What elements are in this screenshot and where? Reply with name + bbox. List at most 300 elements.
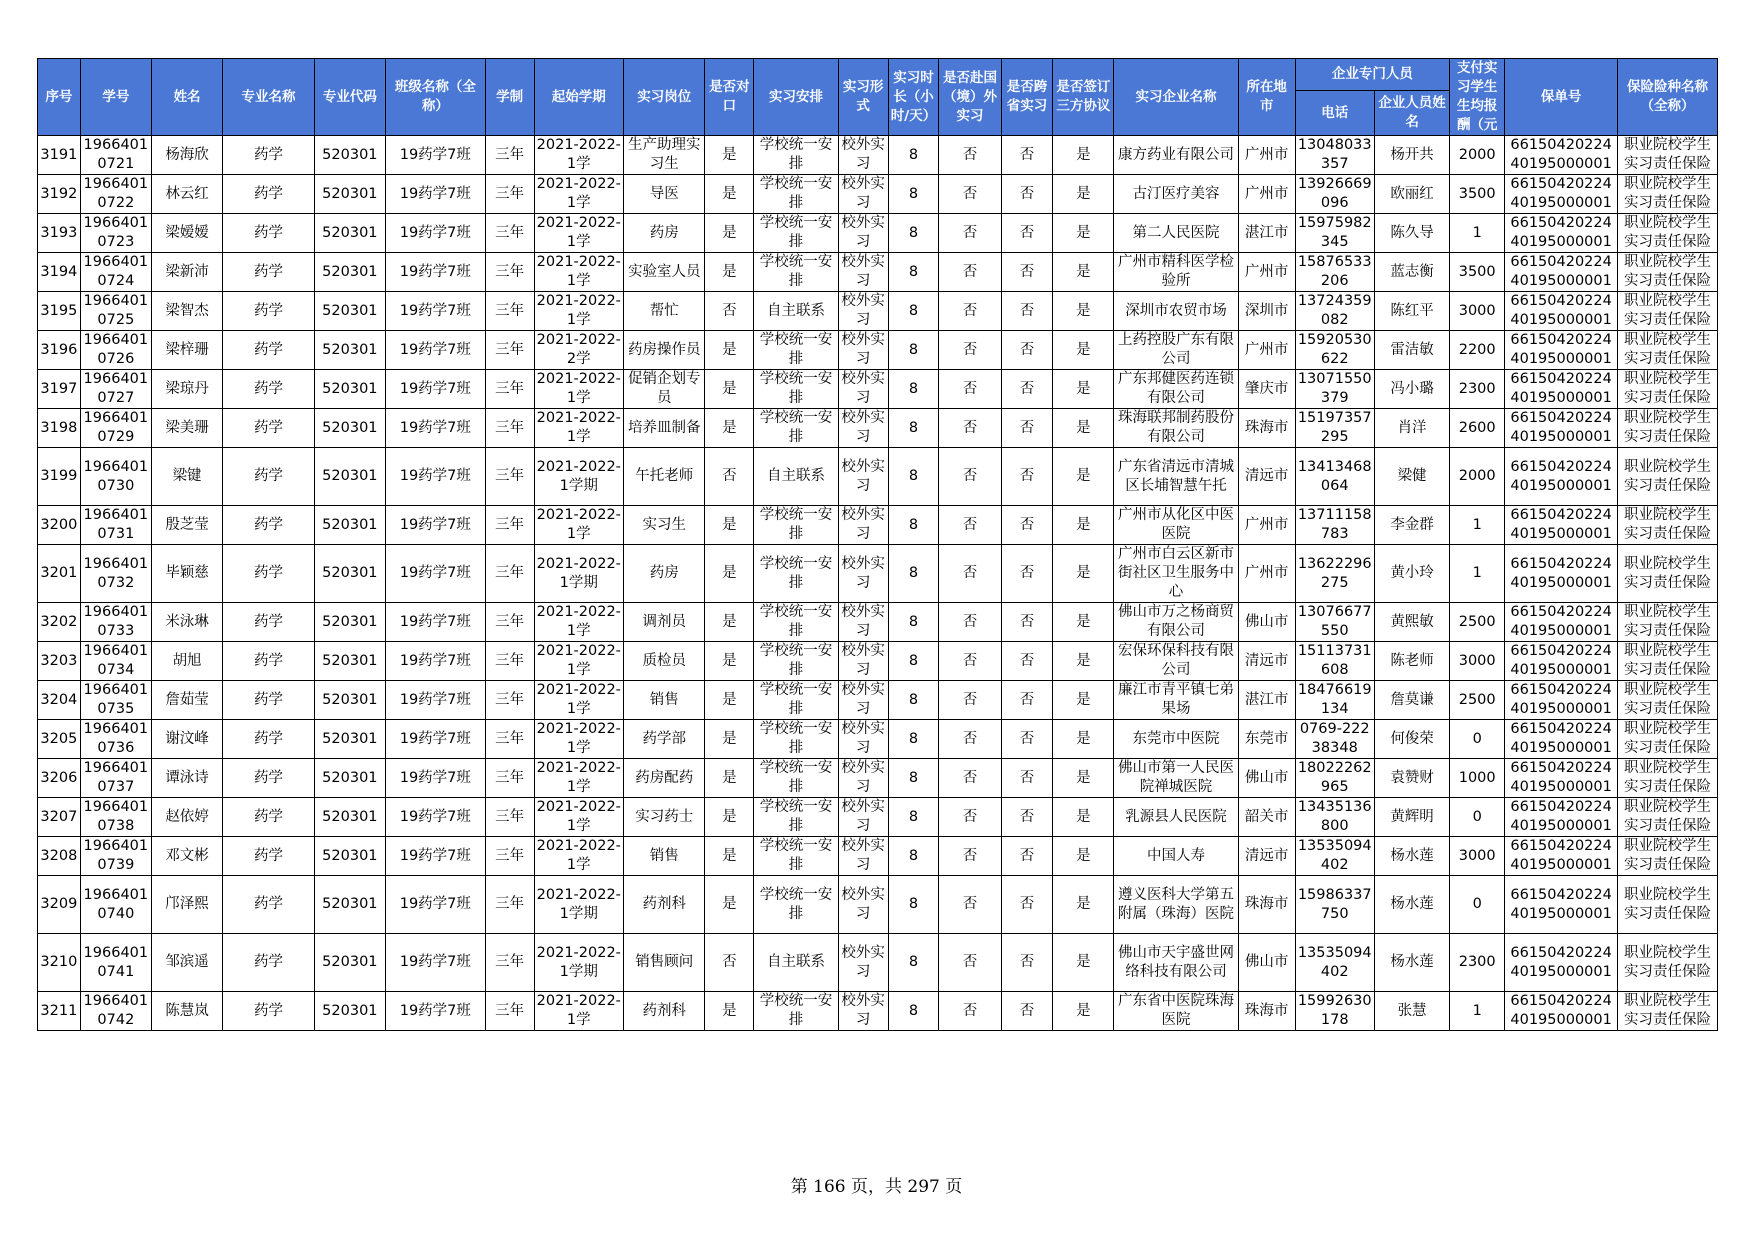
cell-phone: 15113731608 [1295, 642, 1374, 681]
cell-cross-province: 否 [1001, 409, 1053, 448]
cell-major: 药学 [223, 837, 315, 876]
cell-abroad: 否 [939, 370, 1001, 409]
table-row [38, 603, 1718, 642]
cell-phone: 15975982345 [1295, 214, 1374, 253]
cell-pay: 2000 [1450, 448, 1505, 506]
table-row [38, 506, 1718, 545]
cell-matched: 是 [705, 759, 754, 798]
cell-term: 2021-2022-1学 [534, 506, 624, 545]
cell-student-id: 19664010734 [80, 642, 151, 681]
cell-policy: 6615042022440195000001 [1505, 837, 1618, 876]
cell-company: 古汀医疗美容 [1114, 175, 1238, 214]
cell-phone: 15197357295 [1295, 409, 1374, 448]
cell-arrangement: 自主联系 [754, 934, 838, 992]
cell-class-name: 19药学7班 [385, 603, 485, 642]
cell-phone: 13535094402 [1295, 837, 1374, 876]
cell-city: 清远市 [1238, 448, 1295, 506]
cell-insurance: 职业院校学生实习责任保险 [1618, 603, 1718, 642]
cell-policy: 6615042022440195000001 [1505, 720, 1618, 759]
cell-abroad: 否 [939, 545, 1001, 603]
cell-class-name: 19药学7班 [385, 506, 485, 545]
cell-class-name: 19药学7班 [385, 798, 485, 837]
header-contact-name: 企业人员姓名 [1374, 91, 1449, 136]
cell-abroad: 否 [939, 506, 1001, 545]
cell-major: 药学 [223, 331, 315, 370]
cell-form: 校外实习 [838, 837, 888, 876]
cell-phone: 18476619134 [1295, 681, 1374, 720]
cell-pay: 3000 [1450, 837, 1505, 876]
cell-form: 校外实习 [838, 642, 888, 681]
cell-student-id: 19664010723 [80, 214, 151, 253]
cell-abroad: 否 [939, 759, 1001, 798]
cell-student-id: 19664010727 [80, 370, 151, 409]
cell-arrangement: 学校统一安排 [754, 720, 838, 759]
cell-name: 梁嫒嫒 [151, 214, 222, 253]
cell-company: 佛山市天宇盛世网络科技有限公司 [1114, 934, 1238, 992]
cell-insurance: 职业院校学生实习责任保险 [1618, 992, 1718, 1031]
cell-abroad: 否 [939, 331, 1001, 370]
cell-contact-name: 肖洋 [1374, 409, 1449, 448]
header-major-code: 专业代码 [314, 59, 385, 136]
cell-pay: 2200 [1450, 331, 1505, 370]
cell-cross-province: 否 [1001, 934, 1053, 992]
cell-hours: 8 [888, 642, 939, 681]
cell-hours: 8 [888, 214, 939, 253]
cell-matched: 是 [705, 409, 754, 448]
header-term: 起始学期 [534, 59, 624, 136]
cell-matched: 是 [705, 175, 754, 214]
cell-policy: 6615042022440195000001 [1505, 545, 1618, 603]
internship-table [37, 58, 1718, 1031]
cell-policy: 6615042022440195000001 [1505, 370, 1618, 409]
cell-company: 第二人民医院 [1114, 214, 1238, 253]
header-arrangement: 实习安排 [754, 59, 838, 136]
cell-arrangement: 学校统一安排 [754, 603, 838, 642]
cell-tripartite: 是 [1053, 370, 1114, 409]
cell-insurance: 职业院校学生实习责任保险 [1618, 409, 1718, 448]
cell-cross-province: 否 [1001, 331, 1053, 370]
cell-seq: 3194 [38, 253, 81, 292]
header-pay: 支付实习学生生均报酬（元 [1450, 59, 1505, 136]
cell-term: 2021-2022-2学 [534, 331, 624, 370]
cell-major-code: 520301 [314, 409, 385, 448]
cell-major: 药学 [223, 642, 315, 681]
cell-major: 药学 [223, 448, 315, 506]
header-matched: 是否对口 [705, 59, 754, 136]
cell-phone: 15992630178 [1295, 992, 1374, 1031]
cell-company: 广州市白云区新市街社区卫生服务中心 [1114, 545, 1238, 603]
cell-city: 湛江市 [1238, 214, 1295, 253]
cell-name: 梁梓珊 [151, 331, 222, 370]
cell-abroad: 否 [939, 837, 1001, 876]
cell-term: 2021-2022-1学 [534, 603, 624, 642]
cell-hours: 8 [888, 331, 939, 370]
cell-pay: 1 [1450, 992, 1505, 1031]
cell-seq: 3211 [38, 992, 81, 1031]
cell-major-code: 520301 [314, 214, 385, 253]
cell-post: 药剂科 [624, 992, 705, 1031]
cell-class-name: 19药学7班 [385, 175, 485, 214]
cell-class-name: 19药学7班 [385, 448, 485, 506]
cell-years: 三年 [485, 642, 534, 681]
cell-policy: 6615042022440195000001 [1505, 603, 1618, 642]
cell-pay: 2300 [1450, 370, 1505, 409]
cell-post: 销售 [624, 837, 705, 876]
table-row [38, 545, 1718, 603]
cell-tripartite: 是 [1053, 720, 1114, 759]
cell-tripartite: 是 [1053, 292, 1114, 331]
cell-tripartite: 是 [1053, 759, 1114, 798]
header-major: 专业名称 [223, 59, 315, 136]
table-row [38, 448, 1718, 506]
cell-cross-province: 否 [1001, 448, 1053, 506]
cell-major-code: 520301 [314, 681, 385, 720]
cell-name: 林云红 [151, 175, 222, 214]
cell-contact-name: 杨开共 [1374, 136, 1449, 175]
cell-contact-name: 杨水莲 [1374, 837, 1449, 876]
cell-class-name: 19药学7班 [385, 934, 485, 992]
cell-post: 实验室人员 [624, 253, 705, 292]
cell-hours: 8 [888, 759, 939, 798]
cell-post: 生产助理实习生 [624, 136, 705, 175]
cell-years: 三年 [485, 448, 534, 506]
table-row [38, 409, 1718, 448]
cell-class-name: 19药学7班 [385, 292, 485, 331]
cell-tripartite: 是 [1053, 448, 1114, 506]
cell-arrangement: 学校统一安排 [754, 759, 838, 798]
cell-form: 校外实习 [838, 545, 888, 603]
cell-major: 药学 [223, 798, 315, 837]
cell-city: 珠海市 [1238, 409, 1295, 448]
cell-major: 药学 [223, 681, 315, 720]
table-row [38, 642, 1718, 681]
cell-pay: 0 [1450, 720, 1505, 759]
cell-tripartite: 是 [1053, 331, 1114, 370]
cell-tripartite: 是 [1053, 876, 1114, 934]
cell-term: 2021-2022-1学 [534, 759, 624, 798]
cell-post: 导医 [624, 175, 705, 214]
cell-class-name: 19药学7班 [385, 136, 485, 175]
cell-phone: 13048033357 [1295, 136, 1374, 175]
cell-policy: 6615042022440195000001 [1505, 681, 1618, 720]
cell-years: 三年 [485, 506, 534, 545]
cell-student-id: 19664010737 [80, 759, 151, 798]
cell-arrangement: 学校统一安排 [754, 409, 838, 448]
cell-name: 邝泽熙 [151, 876, 222, 934]
table-row [38, 934, 1718, 992]
cell-name: 毕颖慈 [151, 545, 222, 603]
cell-contact-name: 雷洁敏 [1374, 331, 1449, 370]
cell-tripartite: 是 [1053, 136, 1114, 175]
cell-form: 校外实习 [838, 253, 888, 292]
cell-company: 东莞市中医院 [1114, 720, 1238, 759]
cell-insurance: 职业院校学生实习责任保险 [1618, 681, 1718, 720]
cell-pay: 1 [1450, 506, 1505, 545]
cell-hours: 8 [888, 292, 939, 331]
cell-name: 胡旭 [151, 642, 222, 681]
cell-years: 三年 [485, 992, 534, 1031]
cell-term: 2021-2022-1学 [534, 837, 624, 876]
cell-major: 药学 [223, 603, 315, 642]
cell-phone: 18022262965 [1295, 759, 1374, 798]
cell-tripartite: 是 [1053, 642, 1114, 681]
cell-seq: 3192 [38, 175, 81, 214]
cell-term: 2021-2022-1学 [534, 370, 624, 409]
cell-student-id: 19664010721 [80, 136, 151, 175]
cell-matched: 是 [705, 136, 754, 175]
cell-contact-name: 何俊荣 [1374, 720, 1449, 759]
cell-seq: 3203 [38, 642, 81, 681]
cell-years: 三年 [485, 681, 534, 720]
header-company: 实习企业名称 [1114, 59, 1238, 136]
cell-cross-province: 否 [1001, 720, 1053, 759]
cell-major-code: 520301 [314, 506, 385, 545]
cell-post: 培养皿制备 [624, 409, 705, 448]
cell-pay: 2000 [1450, 136, 1505, 175]
table-row [38, 292, 1718, 331]
cell-contact-name: 蓝志衡 [1374, 253, 1449, 292]
cell-insurance: 职业院校学生实习责任保险 [1618, 759, 1718, 798]
cell-company: 乳源县人民医院 [1114, 798, 1238, 837]
cell-class-name: 19药学7班 [385, 876, 485, 934]
cell-seq: 3193 [38, 214, 81, 253]
cell-student-id: 19664010726 [80, 331, 151, 370]
cell-years: 三年 [485, 409, 534, 448]
cell-seq: 3197 [38, 370, 81, 409]
cell-arrangement: 学校统一安排 [754, 370, 838, 409]
cell-company: 佛山市第一人民医院禅城医院 [1114, 759, 1238, 798]
cell-post: 午托老师 [624, 448, 705, 506]
cell-policy: 6615042022440195000001 [1505, 642, 1618, 681]
cell-insurance: 职业院校学生实习责任保险 [1618, 798, 1718, 837]
cell-name: 梁智杰 [151, 292, 222, 331]
cell-hours: 8 [888, 876, 939, 934]
cell-pay: 3500 [1450, 175, 1505, 214]
cell-policy: 6615042022440195000001 [1505, 934, 1618, 992]
table-row [38, 214, 1718, 253]
cell-major-code: 520301 [314, 175, 385, 214]
cell-post: 销售 [624, 681, 705, 720]
cell-student-id: 19664010730 [80, 448, 151, 506]
cell-abroad: 否 [939, 409, 1001, 448]
cell-name: 梁美珊 [151, 409, 222, 448]
cell-insurance: 职业院校学生实习责任保险 [1618, 253, 1718, 292]
cell-student-id: 19664010724 [80, 253, 151, 292]
cell-phone: 13076677550 [1295, 603, 1374, 642]
header-phone: 电话 [1295, 91, 1374, 136]
cell-major-code: 520301 [314, 331, 385, 370]
cell-arrangement: 学校统一安排 [754, 992, 838, 1031]
cell-abroad: 否 [939, 448, 1001, 506]
cell-matched: 是 [705, 876, 754, 934]
header-tripartite: 是否签订三方协议 [1053, 59, 1114, 136]
cell-major: 药学 [223, 175, 315, 214]
cell-arrangement: 学校统一安排 [754, 876, 838, 934]
cell-tripartite: 是 [1053, 214, 1114, 253]
cell-class-name: 19药学7班 [385, 720, 485, 759]
cell-arrangement: 学校统一安排 [754, 506, 838, 545]
cell-matched: 否 [705, 934, 754, 992]
cell-class-name: 19药学7班 [385, 214, 485, 253]
cell-abroad: 否 [939, 934, 1001, 992]
cell-phone: 13071550379 [1295, 370, 1374, 409]
cell-city: 珠海市 [1238, 992, 1295, 1031]
cell-pay: 3000 [1450, 292, 1505, 331]
cell-phone: 13435136800 [1295, 798, 1374, 837]
cell-phone: 13711158783 [1295, 506, 1374, 545]
cell-insurance: 职业院校学生实习责任保险 [1618, 214, 1718, 253]
cell-major: 药学 [223, 759, 315, 798]
table-row [38, 175, 1718, 214]
cell-insurance: 职业院校学生实习责任保险 [1618, 506, 1718, 545]
cell-student-id: 19664010739 [80, 837, 151, 876]
cell-phone: 15986337750 [1295, 876, 1374, 934]
cell-years: 三年 [485, 292, 534, 331]
cell-city: 佛山市 [1238, 934, 1295, 992]
cell-pay: 2300 [1450, 934, 1505, 992]
cell-hours: 8 [888, 992, 939, 1031]
cell-cross-province: 否 [1001, 876, 1053, 934]
cell-name: 邓文彬 [151, 837, 222, 876]
header-abroad: 是否赴国（境）外实习 [939, 59, 1001, 136]
cell-student-id: 19664010738 [80, 798, 151, 837]
cell-form: 校外实习 [838, 136, 888, 175]
cell-pay: 1000 [1450, 759, 1505, 798]
cell-policy: 6615042022440195000001 [1505, 798, 1618, 837]
cell-city: 珠海市 [1238, 876, 1295, 934]
cell-class-name: 19药学7班 [385, 642, 485, 681]
table-row [38, 837, 1718, 876]
cell-matched: 否 [705, 448, 754, 506]
cell-name: 米泳琳 [151, 603, 222, 642]
cell-term: 2021-2022-1学 [534, 253, 624, 292]
cell-cross-province: 否 [1001, 798, 1053, 837]
cell-post: 质检员 [624, 642, 705, 681]
cell-seq: 3204 [38, 681, 81, 720]
cell-city: 佛山市 [1238, 759, 1295, 798]
cell-company: 中国人寿 [1114, 837, 1238, 876]
cell-class-name: 19药学7班 [385, 681, 485, 720]
cell-hours: 8 [888, 545, 939, 603]
cell-cross-province: 否 [1001, 681, 1053, 720]
cell-abroad: 否 [939, 136, 1001, 175]
cell-company: 广东邦健医药连锁有限公司 [1114, 370, 1238, 409]
cell-insurance: 职业院校学生实习责任保险 [1618, 175, 1718, 214]
cell-major: 药学 [223, 506, 315, 545]
cell-years: 三年 [485, 253, 534, 292]
cell-cross-province: 否 [1001, 837, 1053, 876]
cell-hours: 8 [888, 720, 939, 759]
cell-phone: 13926669096 [1295, 175, 1374, 214]
cell-contact-name: 张慧 [1374, 992, 1449, 1031]
cell-name: 殷芝莹 [151, 506, 222, 545]
cell-pay: 0 [1450, 798, 1505, 837]
table-body [38, 136, 1718, 1031]
cell-matched: 是 [705, 506, 754, 545]
cell-cross-province: 否 [1001, 506, 1053, 545]
cell-form: 校外实习 [838, 992, 888, 1031]
cell-cross-province: 否 [1001, 370, 1053, 409]
cell-contact-name: 黄熙敏 [1374, 603, 1449, 642]
cell-name: 赵依婷 [151, 798, 222, 837]
cell-abroad: 否 [939, 992, 1001, 1031]
cell-hours: 8 [888, 603, 939, 642]
cell-city: 东莞市 [1238, 720, 1295, 759]
cell-cross-province: 否 [1001, 759, 1053, 798]
cell-hours: 8 [888, 175, 939, 214]
cell-company: 深圳市农贸市场 [1114, 292, 1238, 331]
cell-major: 药学 [223, 292, 315, 331]
cell-contact-name: 陈老师 [1374, 642, 1449, 681]
cell-matched: 是 [705, 603, 754, 642]
cell-company: 广东省中医院珠海医院 [1114, 992, 1238, 1031]
table-header [38, 59, 1718, 136]
cell-student-id: 19664010733 [80, 603, 151, 642]
cell-class-name: 19药学7班 [385, 992, 485, 1031]
cell-tripartite: 是 [1053, 603, 1114, 642]
cell-post: 药房 [624, 214, 705, 253]
cell-form: 校外实习 [838, 934, 888, 992]
cell-city: 清远市 [1238, 837, 1295, 876]
cell-matched: 是 [705, 837, 754, 876]
cell-years: 三年 [485, 798, 534, 837]
cell-major-code: 520301 [314, 136, 385, 175]
cell-city: 清远市 [1238, 642, 1295, 681]
cell-matched: 是 [705, 214, 754, 253]
cell-name: 陈慧岚 [151, 992, 222, 1031]
cell-abroad: 否 [939, 720, 1001, 759]
cell-pay: 2600 [1450, 409, 1505, 448]
cell-policy: 6615042022440195000001 [1505, 136, 1618, 175]
cell-company: 佛山市万之杨商贸有限公司 [1114, 603, 1238, 642]
cell-form: 校外实习 [838, 681, 888, 720]
header-hours: 实习时长（小时/天） [888, 59, 939, 136]
cell-major: 药学 [223, 992, 315, 1031]
cell-tripartite: 是 [1053, 934, 1114, 992]
header-insurance: 保险险种名称（全称） [1618, 59, 1718, 136]
cell-arrangement: 学校统一安排 [754, 253, 838, 292]
cell-term: 2021-2022-1学期 [534, 448, 624, 506]
table-row [38, 681, 1718, 720]
cell-seq: 3205 [38, 720, 81, 759]
cell-seq: 3210 [38, 934, 81, 992]
cell-tripartite: 是 [1053, 837, 1114, 876]
cell-years: 三年 [485, 370, 534, 409]
cell-class-name: 19药学7班 [385, 253, 485, 292]
cell-name: 邹滨遥 [151, 934, 222, 992]
cell-class-name: 19药学7班 [385, 837, 485, 876]
cell-seq: 3202 [38, 603, 81, 642]
table-row [38, 136, 1718, 175]
cell-arrangement: 自主联系 [754, 448, 838, 506]
cell-major: 药学 [223, 370, 315, 409]
cell-cross-province: 否 [1001, 175, 1053, 214]
cell-name: 梁键 [151, 448, 222, 506]
cell-years: 三年 [485, 545, 534, 603]
cell-post: 促销企划专员 [624, 370, 705, 409]
cell-phone: 15920530622 [1295, 331, 1374, 370]
cell-hours: 8 [888, 253, 939, 292]
table-row [38, 992, 1718, 1031]
cell-major-code: 520301 [314, 292, 385, 331]
cell-class-name: 19药学7班 [385, 545, 485, 603]
cell-tripartite: 是 [1053, 506, 1114, 545]
cell-major: 药学 [223, 214, 315, 253]
cell-company: 广东省清远市清城区长埔智慧午托 [1114, 448, 1238, 506]
cell-hours: 8 [888, 409, 939, 448]
cell-insurance: 职业院校学生实习责任保险 [1618, 876, 1718, 934]
cell-matched: 是 [705, 798, 754, 837]
